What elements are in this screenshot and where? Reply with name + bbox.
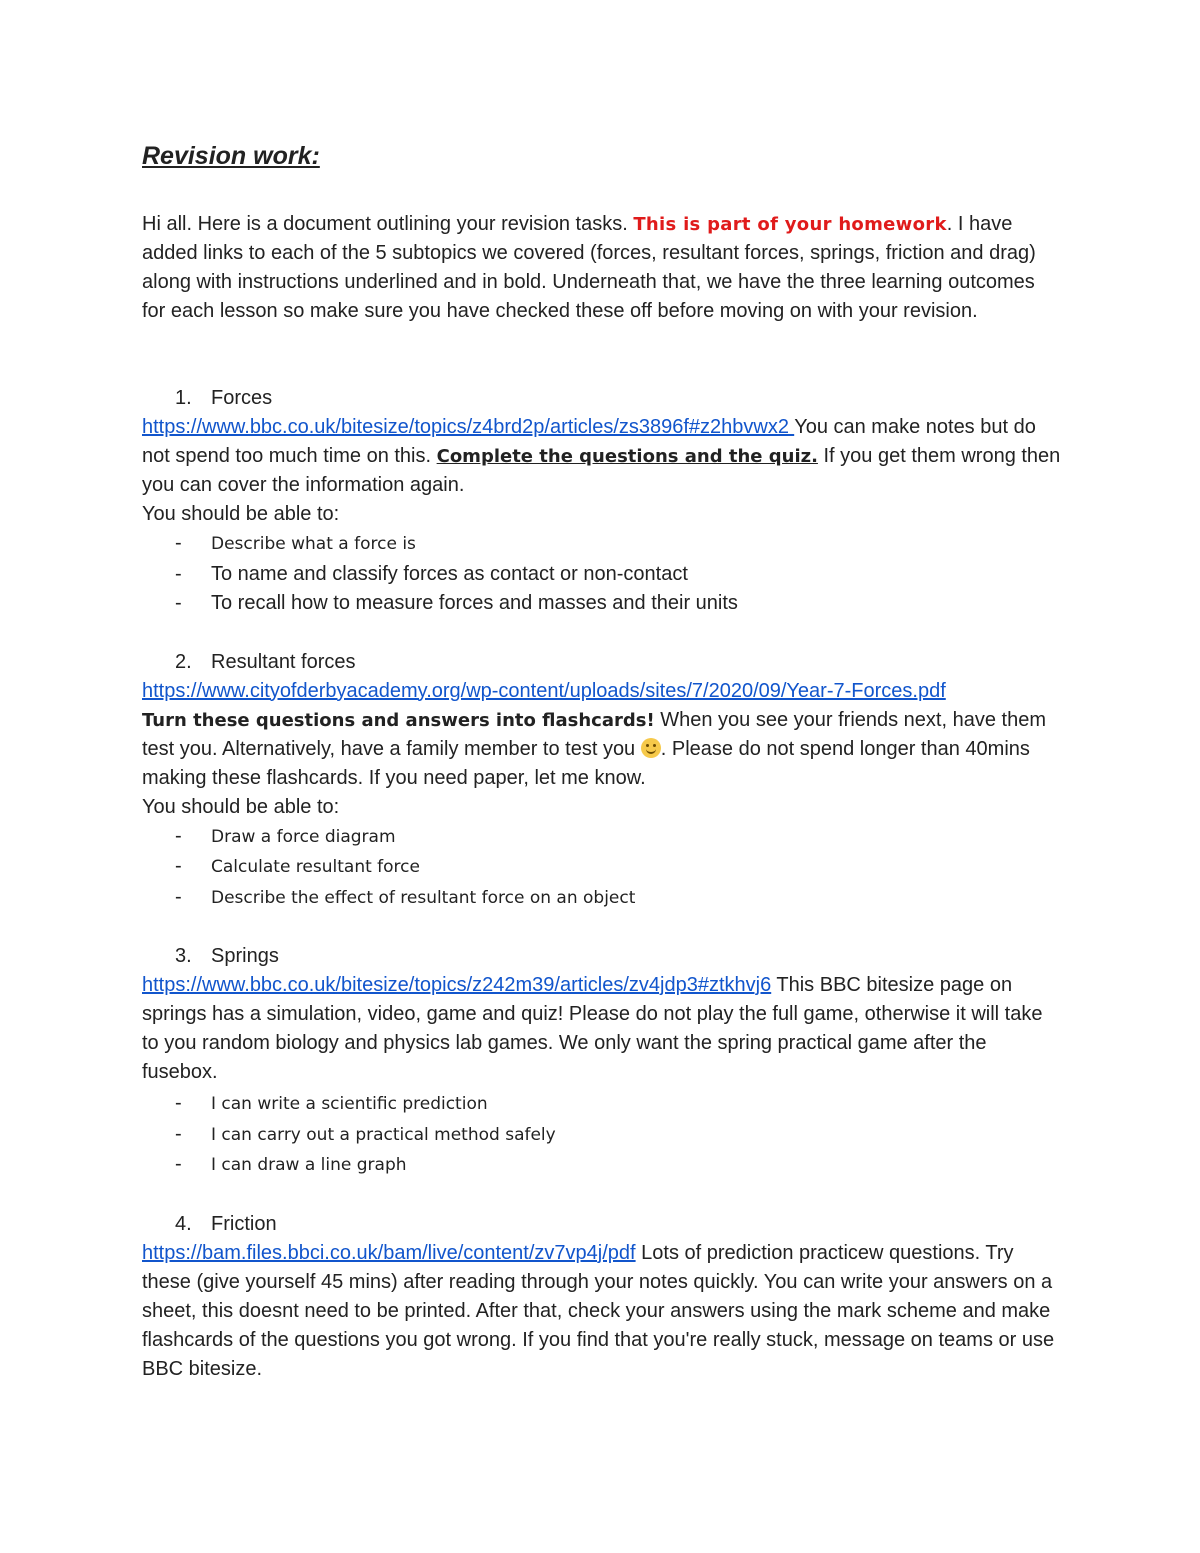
section-resultant-forces [142, 648, 1062, 914]
outcomes-list [142, 1089, 1062, 1181]
section-number: 3. [175, 945, 192, 967]
homework-highlight: This is part of your homework [633, 214, 947, 235]
document-page [142, 138, 1062, 1384]
list-item-text: I can draw a line graph [211, 1155, 407, 1175]
body-text: . Please do not spend longer than 40mins making these flashcards. If you need paper, let me know. [142, 737, 1030, 789]
list-item-text: I can carry out a practical method safely [211, 1124, 556, 1145]
friction-link[interactable]: https://bam.files.bbci.co.uk/bam/live/content/zv7vp4j/pdf [142, 1241, 636, 1264]
intro-text-1: Hi all. Here is a document outlining your revision tasks. [142, 213, 634, 235]
instruction-bold: Turn these questions and answers into flashcards! [142, 709, 655, 731]
section-number: 2. [175, 650, 192, 673]
section-body [142, 413, 1062, 500]
section-link-line [142, 677, 1062, 706]
smiling-face-icon [641, 738, 661, 758]
body-text: This BBC bitesize page on springs has a simulation, video, game and quiz! Please do not play the full game, otherwise it will take to you random biology and physics lab games. We only want the spring practical game after the fusebox. [142, 974, 1043, 1083]
list-item: - I can draw a line graph [142, 1150, 1062, 1181]
list-item-text: Describe the effect of resultant force on an object [211, 887, 636, 908]
springs-link[interactable]: https://www.bbc.co.uk/bitesize/topics/z242m39/articles/zv4jdp3#ztkhvj6 [142, 974, 772, 996]
section-body [142, 971, 1062, 1087]
section-title: Springs [211, 945, 279, 967]
list-item: - To recall how to measure forces and masses and their units [142, 589, 1062, 619]
outcomes-list [142, 529, 1062, 619]
body-text: If you get them wrong then you can cover the information again. [142, 445, 1061, 496]
document-title: Revision work: [142, 142, 320, 170]
list-item-text: Calculate resultant force [211, 857, 420, 877]
list-item: - Describe what a force is [142, 529, 1062, 560]
list-item-text: To name and classify forces as contact or non-contact [211, 562, 688, 585]
intro-text-2: . I have added links to each of the 5 subtopics we covered (forces, resultant forces, springs, friction and drag) along with instructions underlined and in bold. Underneath that, we have the three learning outcomes for each lesson so make sure you have checked these off before moving on with your revision. [142, 213, 1036, 322]
body-text: You can make notes but do not spend too much time on this. [142, 416, 1036, 467]
section-title: Resultant forces [211, 650, 356, 673]
list-item-text: Describe what a force is [211, 534, 416, 554]
list-item: - Draw a force diagram [142, 822, 1062, 853]
body-text: Lots of prediction practicew questions. Try these (give yourself 45 mins) after reading through your notes quickly. You can write your answers on a sheet, this doesnt need to be printed. After that, check your answers using the mark scheme and make flashcards of the questions you got wrong. If you find that you're really stuck, message on teams or use BBC bitesize. [142, 1241, 1055, 1380]
forces-link[interactable]: https://www.bbc.co.uk/bitesize/topics/z4brd2p/articles/zs3896f#z2hbvwx2 [142, 416, 795, 438]
section-body [142, 1239, 1062, 1384]
section-heading [142, 648, 1062, 677]
section-heading [142, 1210, 1062, 1239]
list-item: - I can carry out a practical method safely [142, 1120, 1062, 1151]
section-number: 4. [175, 1212, 192, 1235]
section-title: Forces [211, 387, 273, 409]
section-heading [142, 942, 1062, 971]
section-body [142, 706, 1062, 793]
outcomes-list [142, 822, 1062, 914]
resultant-forces-link[interactable]: https://www.cityofderbyacademy.org/wp-content/uploads/sites/7/2020/09/Year-7-Forces.pdf [142, 679, 946, 702]
instruction-bold: Complete the questions and the quiz. [436, 446, 818, 467]
section-friction [142, 1210, 1062, 1384]
section-springs [142, 942, 1062, 1181]
section-title: Friction [211, 1212, 277, 1235]
list-item: - I can write a scientific prediction [142, 1089, 1062, 1120]
intro-paragraph [142, 210, 1062, 326]
able-label: You should be able to: [142, 503, 340, 525]
list-item-text: Draw a force diagram [211, 826, 396, 847]
list-item-text: I can write a scientific prediction [211, 1094, 488, 1114]
list-item: - To name and classify forces as contact or non-contact [142, 560, 1062, 590]
section-heading [142, 384, 1062, 413]
list-item: - Calculate resultant force [142, 852, 1062, 883]
body-text: When you see your friends next, have them test you. Alternatively, have a family member to test you [142, 708, 1046, 760]
able-label: You should be able to: [142, 795, 340, 818]
list-item: - Describe the effect of resultant force on an object [142, 883, 1062, 914]
section-forces [142, 384, 1062, 619]
section-number: 1. [175, 387, 192, 409]
list-item-text: To recall how to measure forces and masses and their units [211, 592, 738, 614]
